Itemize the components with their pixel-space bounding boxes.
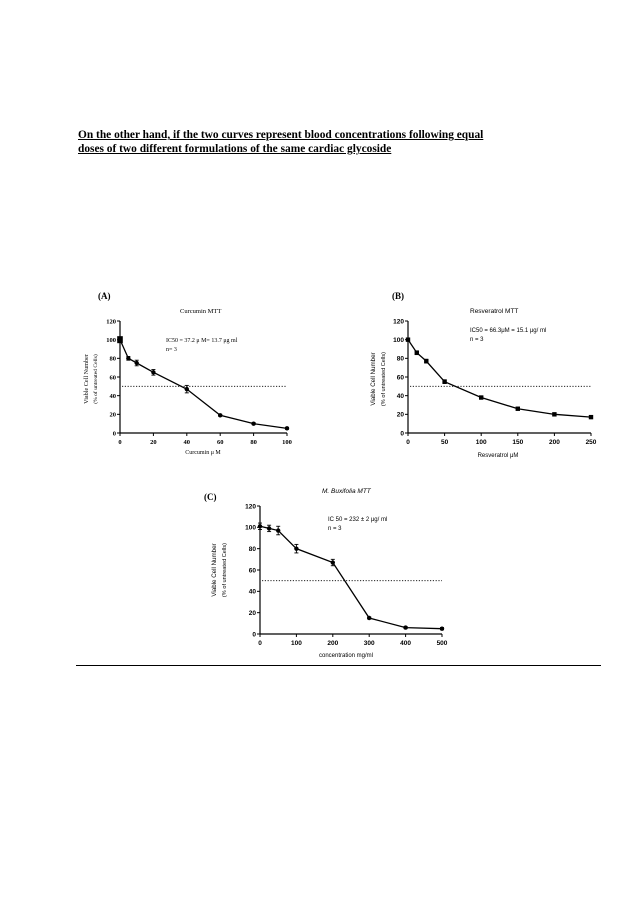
y-axis-label: (% of untreated Cells)	[381, 351, 387, 407]
x-tick-label: 150	[512, 439, 524, 446]
y-tick-label: 80	[396, 355, 404, 363]
y-tick-label: 40	[396, 392, 404, 400]
annotation-text: IC50 = 66.3μM = 15.1 μg/ ml	[470, 328, 547, 334]
chart-panel-a	[83, 291, 292, 456]
x-tick-label: 200	[548, 439, 560, 446]
x-tick-label: 60	[216, 439, 224, 446]
x-axis-label: Curcumin μ M	[185, 450, 221, 456]
y-tick-label: 100	[106, 336, 116, 344]
x-tick-label: 500	[436, 640, 448, 647]
panel-label: (C)	[204, 492, 217, 502]
y-tick-label: 60	[396, 374, 404, 382]
annotation-text: IC50 = 37.2 μ M= 13.7 μg ml	[166, 338, 238, 344]
data-point	[440, 626, 444, 630]
x-tick-label: 0	[258, 640, 262, 647]
y-tick-label: 60	[109, 374, 116, 382]
data-point	[218, 413, 222, 417]
y-axis-label: (% of untreated Cells)	[93, 354, 99, 404]
y-tick-label: 20	[396, 411, 404, 419]
data-point	[135, 361, 139, 365]
y-tick-label: 120	[106, 318, 116, 326]
data-point	[258, 524, 262, 528]
annotation-text: n = 3	[328, 526, 342, 532]
x-tick-label: 20	[150, 439, 157, 446]
data-point	[276, 528, 280, 532]
x-tick-label: 100	[290, 640, 302, 647]
data-point	[552, 412, 556, 416]
x-tick-label: 40	[183, 439, 191, 446]
data-point	[415, 351, 419, 355]
data-point	[117, 336, 123, 343]
data-point	[479, 395, 483, 399]
y-tick-label: 80	[248, 545, 256, 553]
x-tick-label: 100	[475, 439, 487, 446]
y-tick-label: 20	[109, 411, 116, 419]
chart-panel-c	[204, 488, 448, 659]
x-tick-label: 200	[327, 640, 339, 647]
x-tick-label: 400	[400, 640, 412, 647]
annotation-text: n= 3	[166, 347, 177, 353]
x-tick-label: 80	[250, 439, 257, 446]
x-axis-label: concentration mg/ml	[318, 653, 374, 659]
x-tick-label: 300	[363, 640, 375, 647]
data-point	[516, 407, 520, 411]
y-tick-label: 40	[248, 588, 256, 596]
x-axis-label: Resveratrol μM	[477, 453, 519, 459]
heading-line-1: On the other hand, if the two curves represent blood concentrations following equal	[78, 129, 484, 141]
data-point	[406, 337, 410, 341]
x-tick-label: 0	[118, 439, 122, 446]
y-axis-label: Viable Cell Number	[83, 354, 90, 404]
y-tick-label: 120	[245, 503, 256, 511]
panel-label: (B)	[392, 291, 404, 301]
data-point	[126, 356, 130, 360]
data-point	[285, 426, 289, 430]
panel-label: (A)	[98, 291, 111, 301]
chart-title: Resveratrol MTT	[470, 308, 519, 315]
y-tick-label: 40	[109, 392, 116, 400]
heading-line-2: doses of two different formulations of the same cardiac glycoside	[78, 143, 392, 155]
data-point	[403, 625, 407, 629]
y-axis-label: (% of untreated Cells)	[222, 542, 228, 598]
data-point	[251, 421, 255, 425]
y-tick-label: 100	[245, 524, 256, 532]
annotation-text: IC 50 = 232 ± 2 μg/ ml	[328, 517, 388, 523]
y-axis-label: Viable Cell Number	[211, 543, 218, 597]
y-tick-label: 120	[393, 318, 404, 326]
y-tick-label: 20	[248, 609, 256, 617]
chart-title: M. Buxifolia MTT	[322, 488, 371, 495]
data-point	[442, 379, 446, 383]
y-tick-label: 0	[252, 631, 256, 639]
y-tick-label: 0	[112, 430, 116, 438]
y-tick-label: 60	[248, 567, 256, 575]
y-axis-label: Viable Cell Number	[370, 352, 377, 406]
x-tick-label: 0	[406, 439, 410, 446]
series-line	[408, 340, 591, 417]
series-line	[120, 340, 287, 429]
y-tick-label: 100	[393, 336, 404, 344]
horizontal-rule	[76, 665, 601, 666]
chart-title: Curcumin MTT	[180, 308, 222, 315]
data-point	[267, 526, 271, 530]
series-line	[260, 526, 442, 628]
data-point	[589, 415, 593, 419]
data-point	[424, 359, 428, 363]
data-point	[185, 387, 189, 391]
x-tick-label: 50	[440, 439, 449, 446]
x-tick-label: 250	[585, 439, 597, 446]
chart-panel-b	[370, 291, 597, 459]
x-tick-label: 100	[282, 439, 292, 446]
data-point	[151, 370, 155, 374]
data-point	[294, 546, 298, 550]
data-point	[367, 616, 371, 620]
annotation-text: n = 3	[470, 337, 484, 343]
data-point	[331, 560, 335, 564]
y-tick-label: 0	[400, 430, 404, 438]
y-tick-label: 80	[109, 355, 116, 363]
